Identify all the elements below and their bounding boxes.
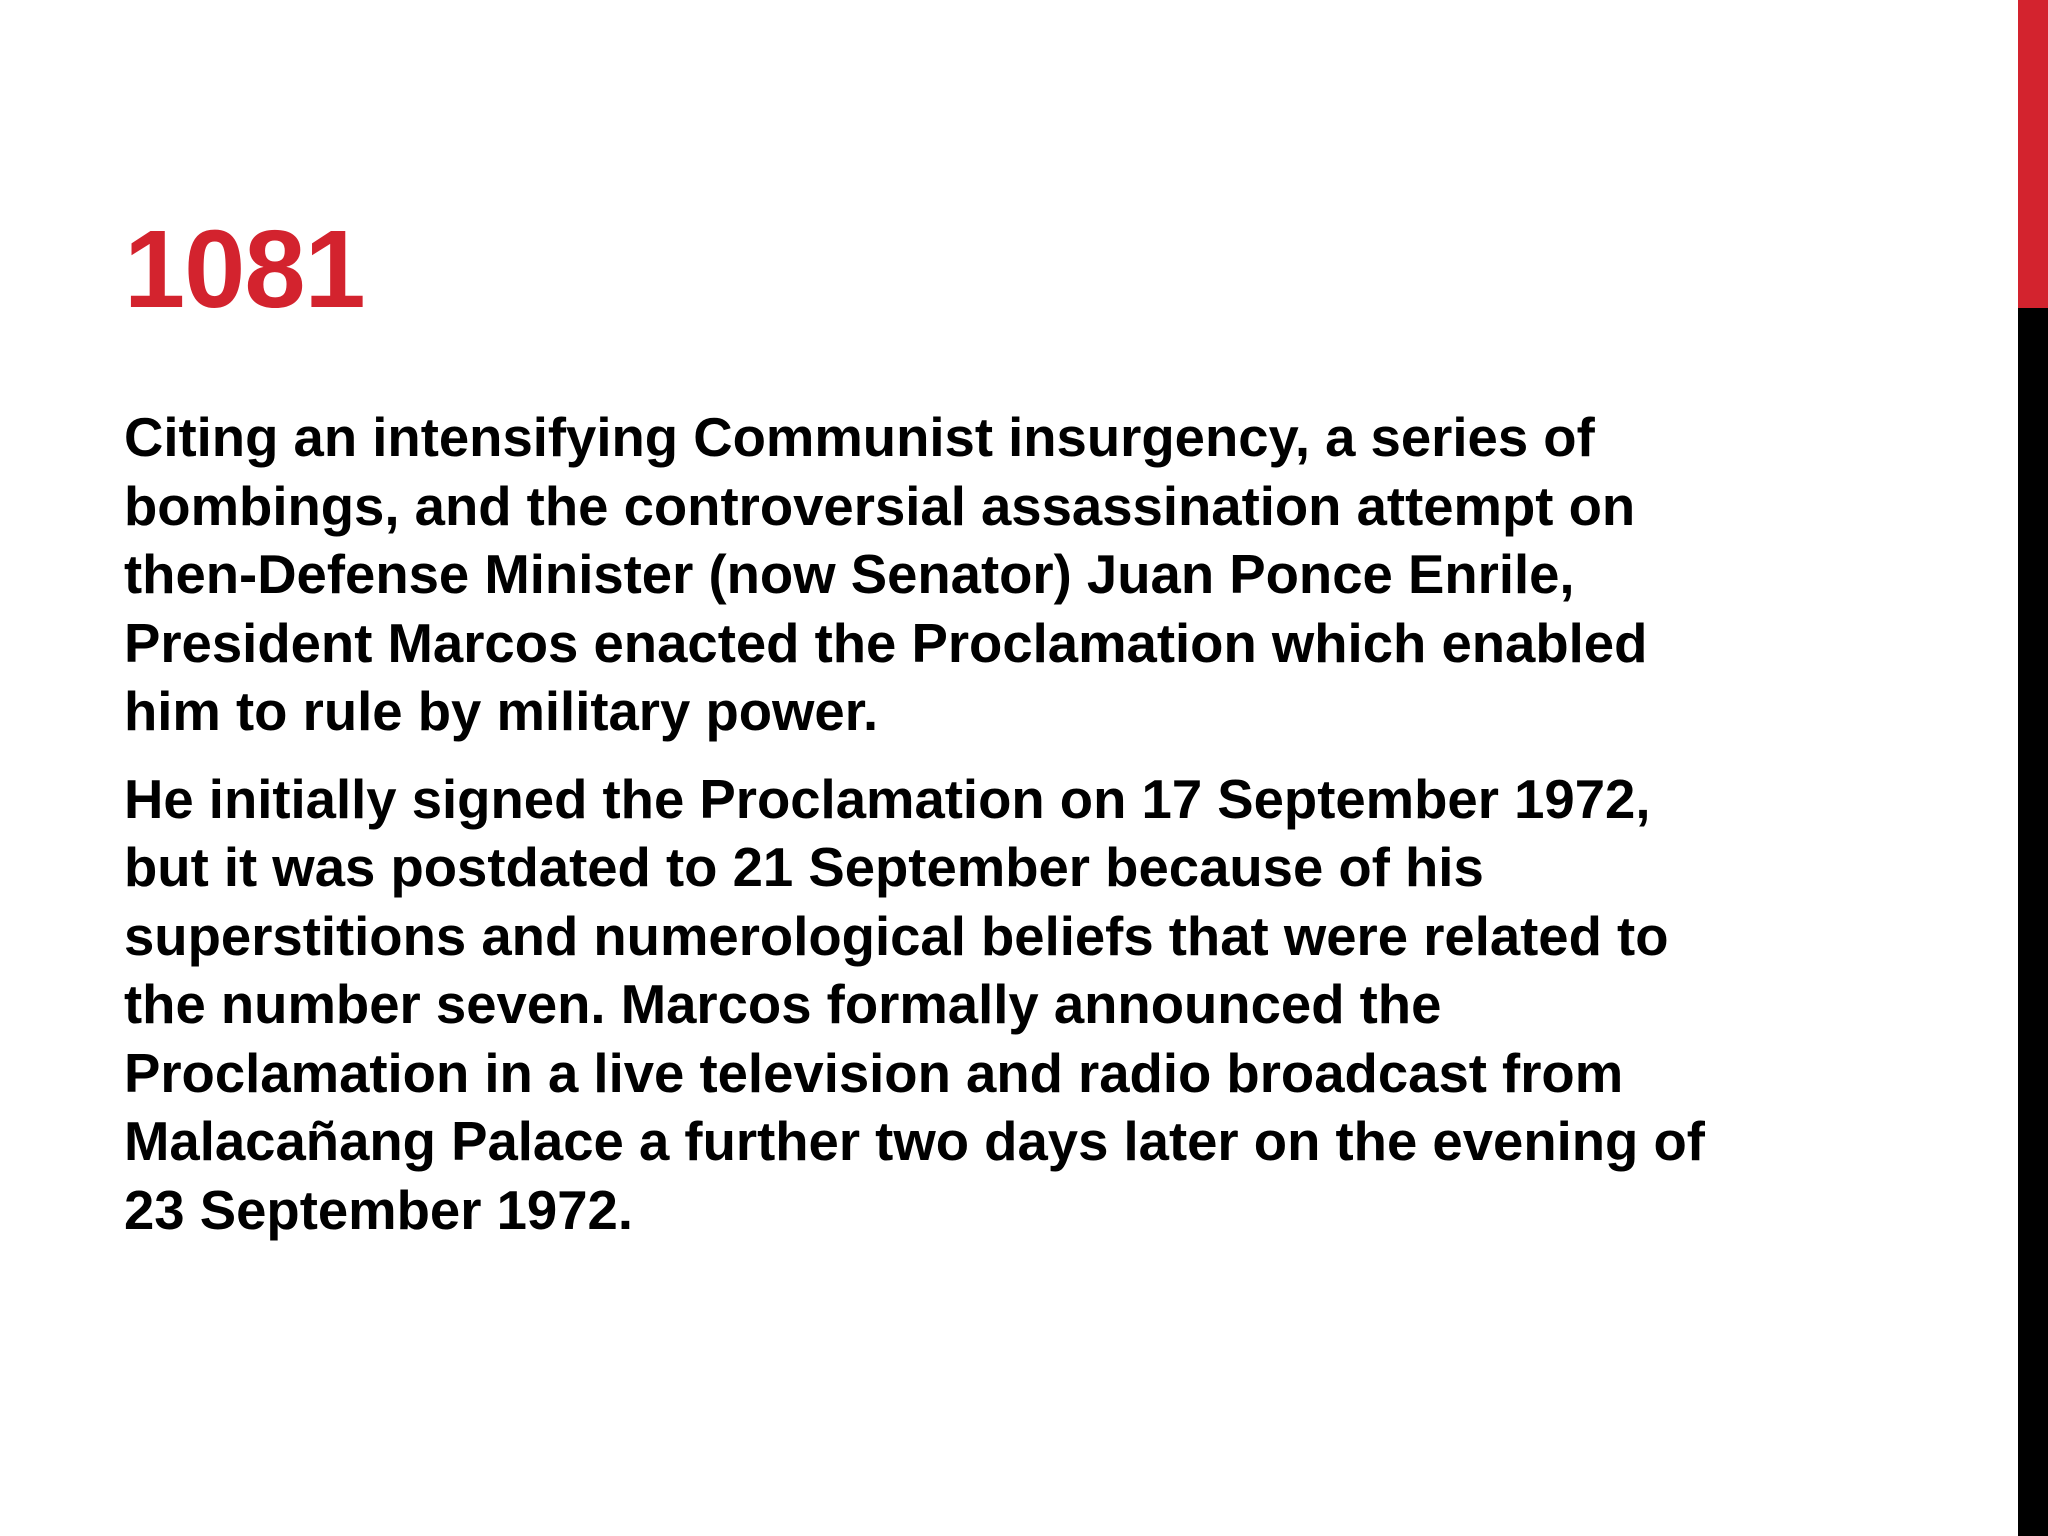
slide-title: 1081	[124, 208, 365, 331]
accent-bar-black	[2018, 308, 2048, 1536]
accent-bar-red	[2018, 0, 2048, 308]
body-paragraph-2: He initially signed the Proclamation on 17 September 1972, but it was postdated to 21 September because of his superstitions and numerological beliefs that were related to the number seven. Marcos formally announced the Proclamation in a live television and radio broadcast from Malacañang Palace a further two days later on the evening of 23 September 1972.	[124, 768, 1705, 1241]
slide-body	[124, 404, 1984, 1245]
body-paragraph-1: Citing an intensifying Communist insurgency, a series of bombings, and the controversial assassination attempt on then-Defense Minister (now Senator) Juan Ponce Enrile, President Marcos enacted the Proclamation which enabled him to rule by military power.	[124, 407, 1648, 742]
